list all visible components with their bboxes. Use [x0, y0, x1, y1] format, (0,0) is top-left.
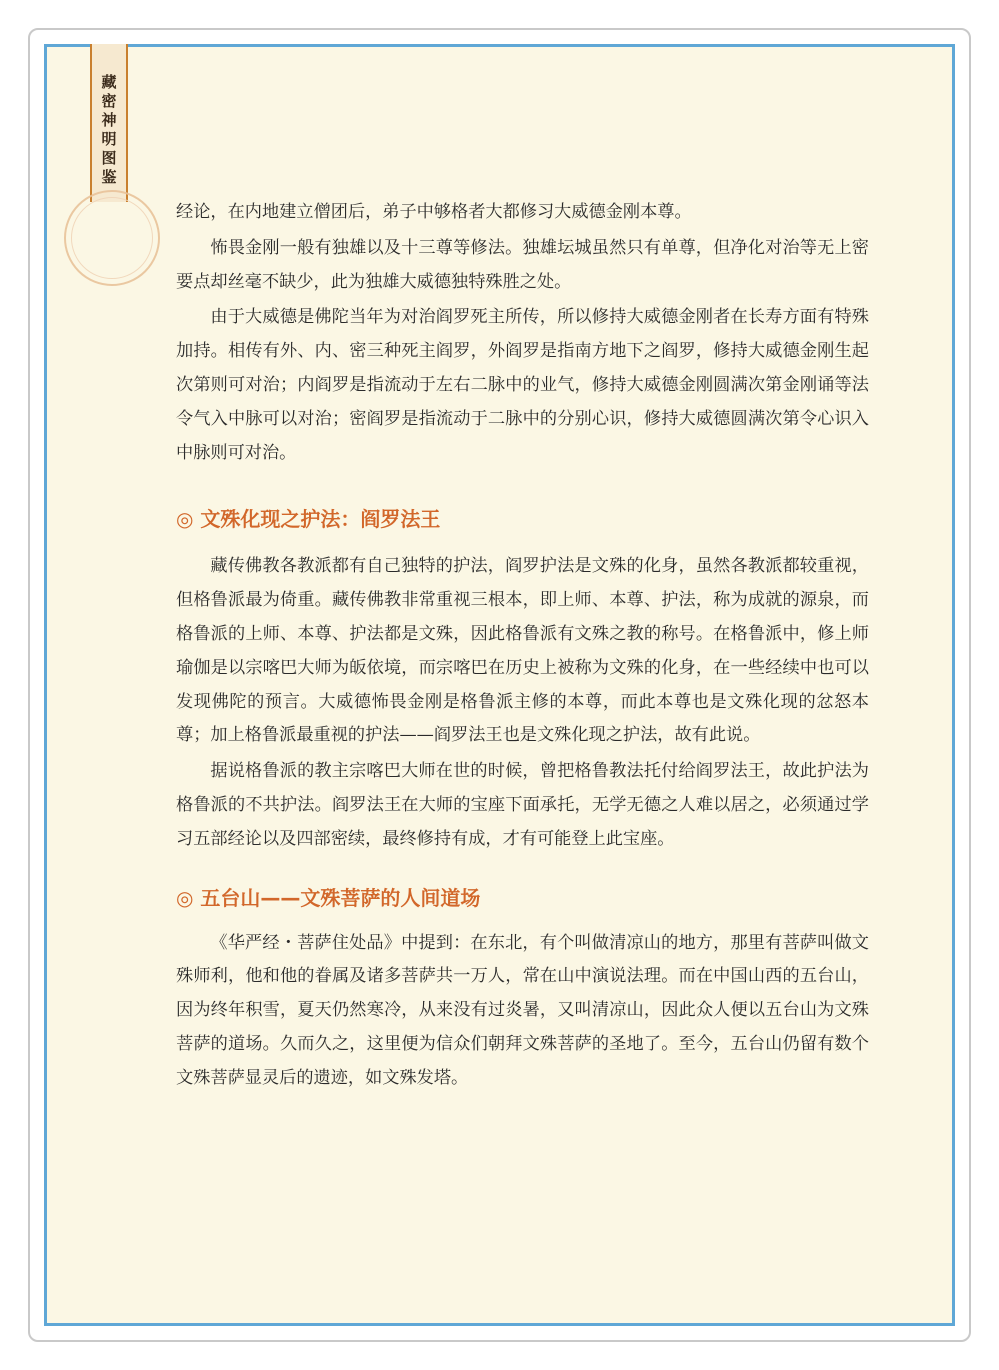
section-heading: ◎ 五台山——文殊菩萨的人间道场	[176, 885, 481, 910]
body-paragraph: 藏传佛教各教派都有自己独特的护法，阎罗护法是文殊的化身，虽然各教派都较重视，但格鲁派最为倚重。藏传佛教非常重视三根本，即上师、本尊、护法，称为成就的源泉，而格鲁派的上师、本尊、护法都是文殊，因此格鲁派有文殊之教的称号。在格鲁派中，修上师瑜伽是以宗喀巴大师为皈依境，而宗喀巴在历史上被称为文殊的化身，在一些经续中也可以发现佛陀的预言。大威德怖畏金刚是格鲁派主修的本尊，而此本尊也是文殊化现的忿怒本尊；加上格鲁派最重视的护法——阎罗法王也是文殊化现之护法，故有此说。	[176, 556, 869, 746]
continuation-paragraph: 经论，在内地建立僧团后，弟子中够格者大都修习大威德金刚本尊。	[176, 202, 692, 222]
body-paragraph: 据说格鲁派的教主宗喀巴大师在世的时候，曾把格鲁教法托付给阎罗法王，故此护法为格鲁派的不共护法。阎罗法王在大师的宝座下面承托，无学无德之人难以居之，必须通过学习五部经论以及四部密续，最终修持有成，才有可能登上此宝座。	[176, 761, 869, 849]
seal-stamp-icon	[64, 190, 160, 286]
side-tab	[90, 44, 128, 202]
body-paragraph: 由于大威德是佛陀当年为对治阎罗死主所传，所以修持大威德金刚者在长寿方面有特殊加持。相传有外、内、密三种死主阎罗，外阎罗是指南方地下之阎罗，修持大威德金刚生起次第则可对治；内阎罗是指流动于左右二脉中的业气，修持大威德金刚圆满次第金刚诵等法令气入中脉可以对治；密阎罗是指流动于二脉中的分别心识，修持大威德圆满次第令心识入中脉则可对治。	[176, 307, 869, 463]
section-heading: ◎ 文殊化现之护法：阎罗法王	[176, 507, 441, 532]
body-paragraph: 怖畏金刚一般有独雄以及十三尊等修法。独雄坛城虽然只有单尊，但净化对治等无上密要点却丝毫不缺少，此为独雄大威德独特殊胜之处。	[176, 237, 869, 292]
body-paragraph: 《华严经・菩萨住处品》中提到：在东北，有个叫做清凉山的地方，那里有菩萨叫做文殊师利，他和他的眷属及诸多菩萨共一万人，常在山中演说法理。而在中国山西的五台山，因为终年积雪，夏天仍然寒冷，从来没有过炎暑，又叫清凉山，因此众人便以五台山为文殊菩萨的道场。久而久之，这里便为信众们朝拜文殊菩萨的圣地了。至今，五台山仍留有数个文殊菩萨显灵后的遗迹，如文殊发塔。	[176, 932, 869, 1088]
seal-inner-ring	[71, 197, 153, 279]
page-content	[176, 196, 869, 1096]
side-tab-label: 藏密神明图鉴	[99, 74, 118, 188]
